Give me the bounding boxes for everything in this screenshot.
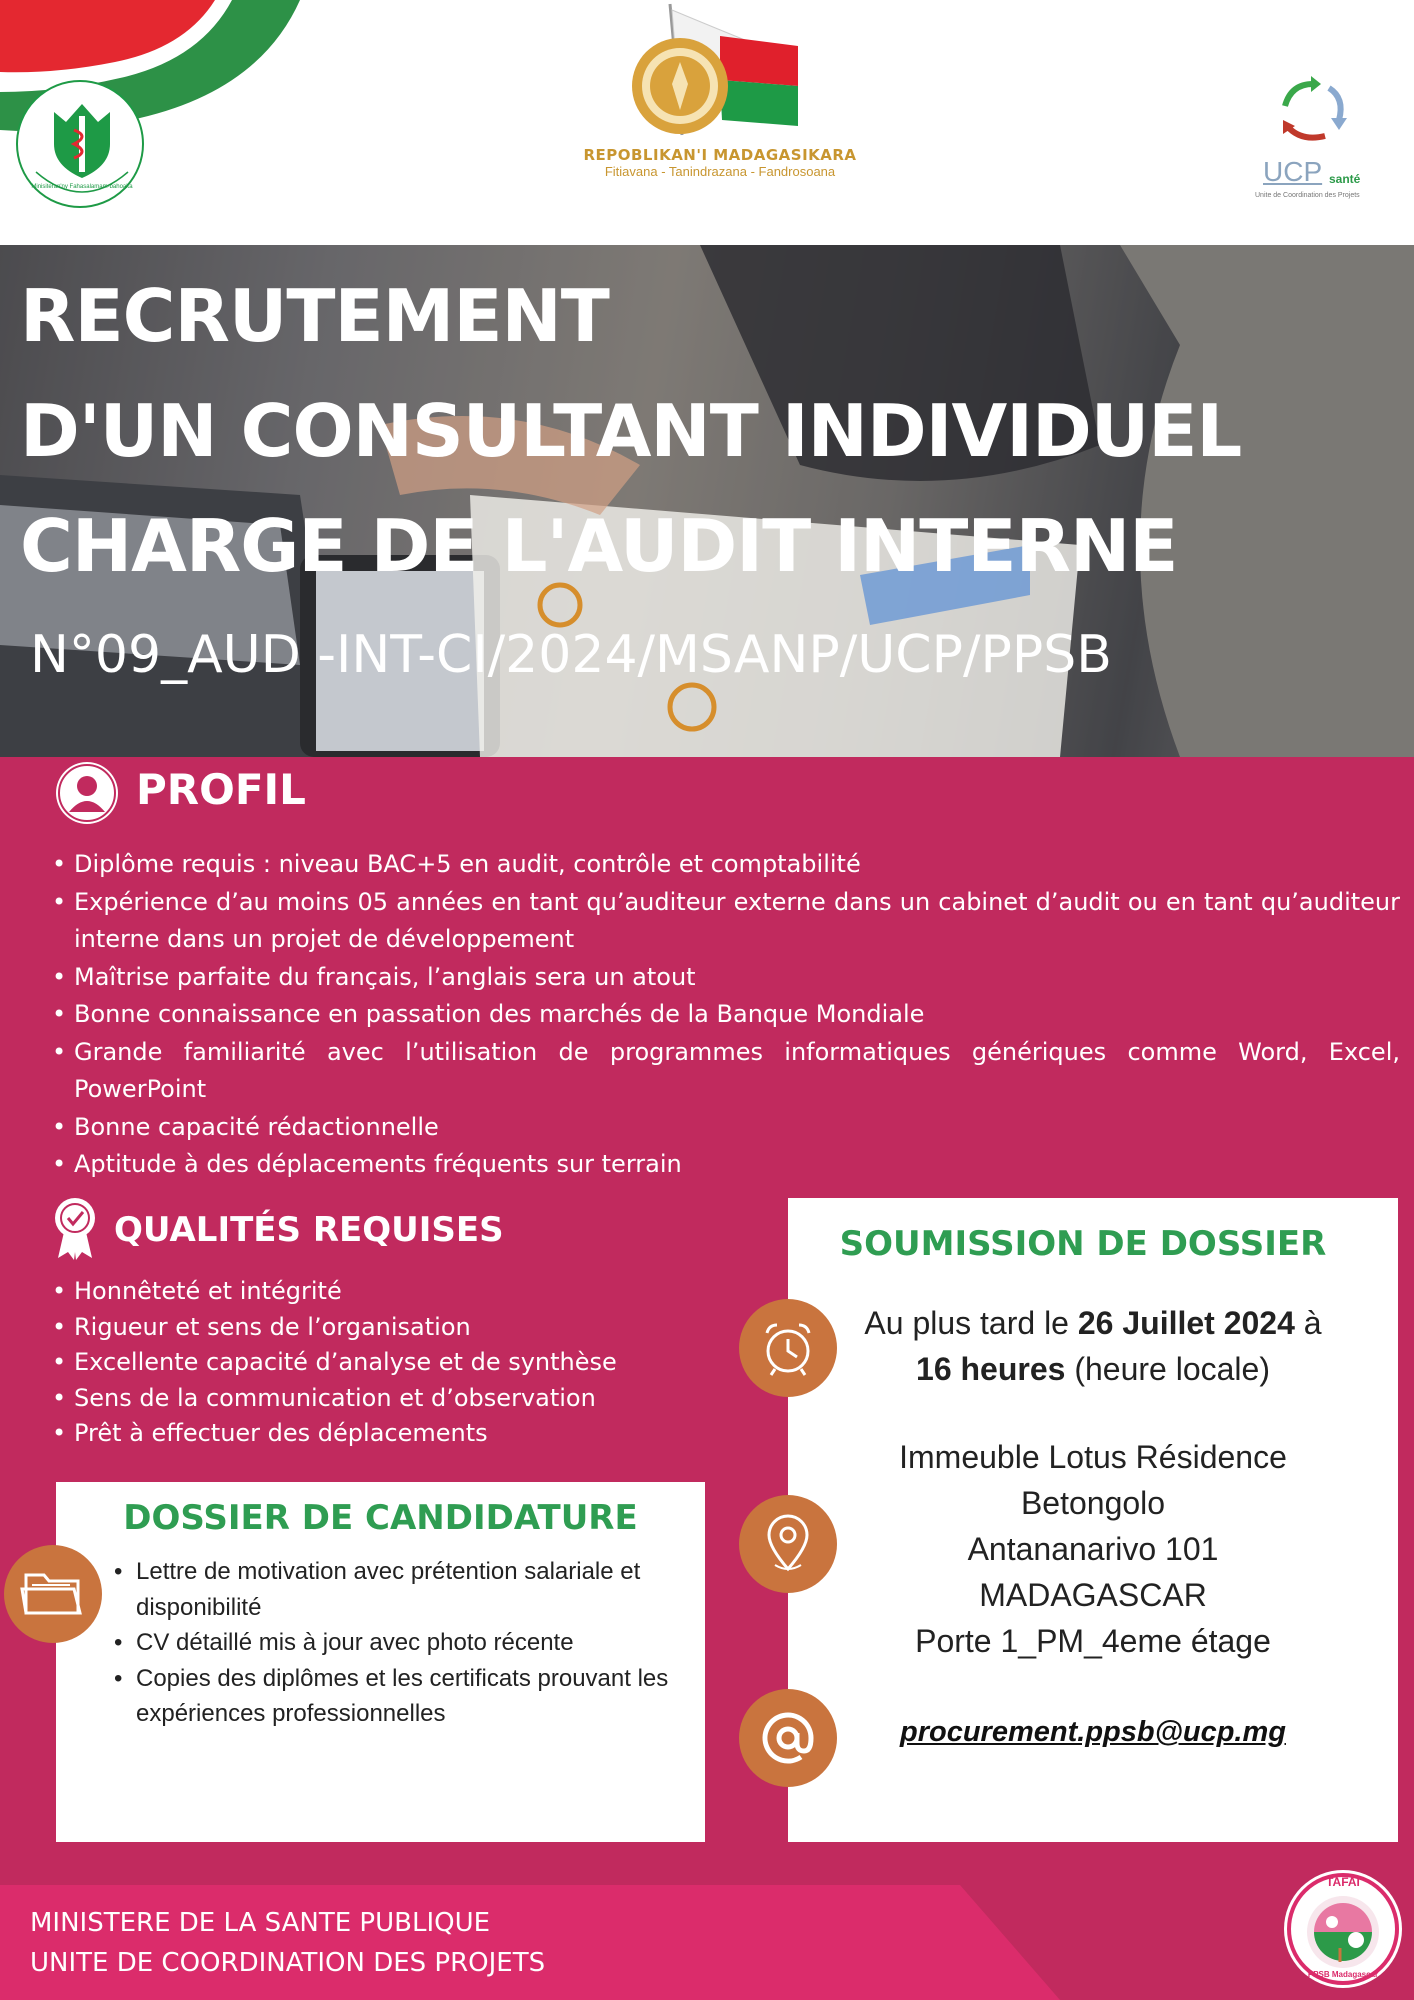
dossier-item: • Lettre de motivation avec prétention salariale et disponibilité (136, 1554, 681, 1625)
ucp-logo-name: UCP (1263, 156, 1323, 187)
qualites-list (52, 1274, 692, 1452)
profil-item: • Aptitude à des déplacements fréquents sur terrain (52, 1146, 1400, 1184)
footer-line: UNITE DE COORDINATION DES PROJETS (30, 1948, 546, 1978)
soumission-card (788, 1198, 1398, 1842)
ministry-logo (16, 80, 144, 208)
deadline-date: 26 Juillet 2024 (1077, 1305, 1295, 1341)
address-line: MADAGASCAR (979, 1577, 1207, 1613)
location-pin-icon (739, 1495, 837, 1593)
ministry-logo-text: Minisiteran'ny Fahasalamam-bahoaka (31, 184, 133, 190)
email-link[interactable]: procurement.ppsb@ucp.mg (900, 1716, 1286, 1748)
deadline-prefix: Au plus tard le (864, 1305, 1078, 1341)
qualites-title: QUALITÉS REQUISES (114, 1210, 504, 1250)
user-profile-icon (54, 760, 120, 826)
qualite-item: • Sens de la communication et d’observation (52, 1381, 692, 1417)
profil-item: • Maîtrise parfaite du français, l’anglais sera un atout (52, 959, 1400, 997)
republic-name: REPOBLIKAN'I MADAGASIKARA (583, 146, 857, 164)
email-badge (739, 1689, 837, 1787)
tafa-ppsb-logo (1284, 1870, 1402, 1988)
profil-list (52, 846, 1400, 1184)
republic-seal-and-flag (540, 0, 900, 146)
deadline-suffix: (heure locale) (1065, 1351, 1270, 1387)
ucp-logo-subtitle: Unite de Coordination des Projets (1255, 192, 1360, 199)
hero-banner (0, 245, 1414, 757)
profil-item: • Diplôme requis : niveau BAC+5 en audit, contrôle et comptabilité (52, 846, 1400, 884)
republic-motto: Fitiavana - Tanindrazana - Fandrosoana (604, 164, 836, 179)
hero-title-line-3: CHARGE DE L'AUDIT INTERNE (20, 504, 1178, 588)
deadline (818, 1300, 1368, 1392)
address-line: Porte 1_PM_4eme étage (915, 1623, 1271, 1659)
footer-text (30, 1903, 545, 1983)
reference-number: N°09_AUD -INT-CI/2024/MSANP/UCP/PPSB (30, 625, 1112, 685)
qualite-item: • Honnêteté et intégrité (52, 1274, 692, 1310)
award-ribbon-icon (52, 1196, 98, 1260)
dossier-item: • CV détaillé mis à jour avec photo récente (136, 1625, 681, 1661)
ucp-sante-logo (1255, 76, 1385, 206)
recycle-arrows-icon (1255, 76, 1385, 156)
hero-title (20, 259, 1241, 604)
location-badge (739, 1495, 837, 1593)
dossier-list (136, 1554, 681, 1732)
profil-item: • Expérience d’au moins 05 années en tant qu’auditeur externe dans un cabinet d’audit ou en tant qu’auditeur interne dans un projet de développement (52, 884, 1400, 959)
dossier-title: DOSSIER DE CANDIDATURE (123, 1498, 638, 1538)
dossier-candidature-card (56, 1482, 705, 1842)
hero-title-line-1: RECRUTEMENT (20, 274, 609, 358)
soumission-title: SOUMISSION DE DOSSIER (839, 1224, 1327, 1264)
address-line: Betongolo (1020, 1485, 1166, 1521)
profil-title: PROFIL (136, 765, 306, 814)
qualite-item: • Prêt à effectuer des déplacements (52, 1416, 692, 1452)
ucp-logo-sante: santé (1329, 172, 1361, 186)
folder-icon (4, 1545, 102, 1643)
profil-item: • Grande familiarité avec l’utilisation de programmes informatiques génériques comme Word, Excel, PowerPoint (52, 1034, 1400, 1109)
qualite-item: • Rigueur et sens de l’organisation (52, 1310, 692, 1346)
tafa-logo-label: TAFAI (1326, 1875, 1360, 1889)
profil-item: • Bonne capacité rédactionnelle (52, 1109, 1400, 1147)
republic-emblem-block (540, 0, 900, 190)
deadline-mid: à (1294, 1305, 1322, 1341)
address-line: Antananarivo 101 (967, 1531, 1219, 1567)
profil-item: • Bonne connaissance en passation des marchés de la Banque Mondiale (52, 996, 1400, 1034)
qualite-item: • Excellente capacité d’analyse et de synthèse (52, 1345, 692, 1381)
address-line: Immeuble Lotus Résidence (899, 1439, 1287, 1475)
folder-badge (4, 1545, 102, 1643)
footer (0, 1885, 1414, 2000)
alarm-clock-icon (739, 1299, 837, 1397)
clock-badge (739, 1299, 837, 1397)
dossier-item: • Copies des diplômes et les certificats prouvant les expériences professionnelles (136, 1661, 681, 1732)
at-sign-icon (739, 1689, 837, 1787)
address (818, 1434, 1368, 1664)
footer-line: MINISTERE DE LA SANTE PUBLIQUE (30, 1908, 491, 1938)
hero-title-line-2: D'UN CONSULTANT INDIVIDUEL (20, 389, 1242, 473)
tafa-logo-sub: PPSB Madagascar (1307, 1970, 1379, 1979)
header (0, 0, 1414, 245)
deadline-time: 16 heures (916, 1351, 1066, 1387)
